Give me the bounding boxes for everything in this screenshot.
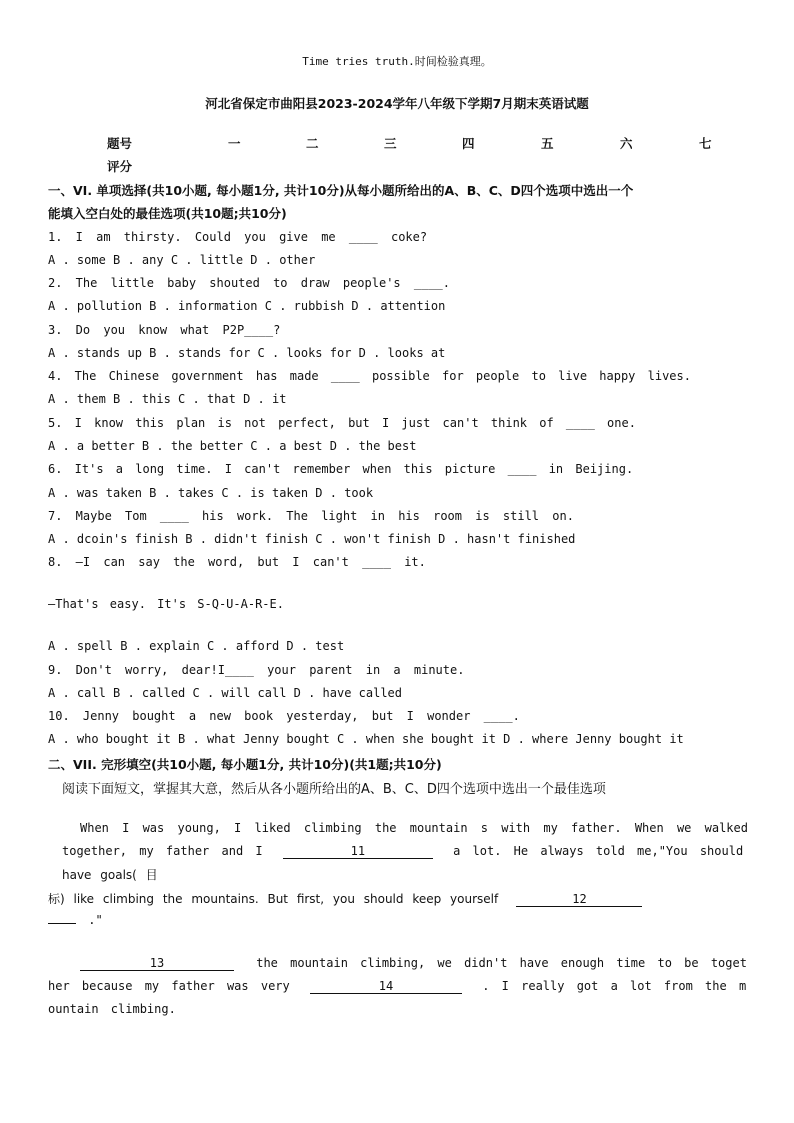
blank-14[interactable]: 14 — [310, 979, 462, 994]
passage-line-2 — [62, 844, 743, 859]
passage-line-5-end: ." — [88, 913, 103, 927]
question-9-options: A . call B . called C . will call D . have called — [48, 686, 403, 700]
blank-11[interactable]: 11 — [283, 844, 433, 859]
question-9-stem: 9. Don't worry, dear!I____ your parent in a minute. — [48, 663, 465, 677]
question-7-stem: 7. Maybe Tom ____ his work. The light in his room is still on. — [48, 509, 574, 523]
section1-heading-cont: 能填入空白处的最佳选项(共10题;共10分) — [48, 206, 287, 221]
blank-12-continuation — [48, 923, 76, 924]
question-8-options: A . spell B . explain C . afford D . test — [48, 639, 345, 653]
question-1-stem: 1. I am thirsty. Could you give me ____ coke? — [48, 230, 428, 244]
question-1-options: A . some B . any C . little D . other — [48, 253, 316, 267]
question-3-options: A . stands up B . stands for C . looks for D . looks at — [48, 346, 446, 360]
question-4-options: A . them B . this C . that D . it — [48, 392, 287, 406]
question-8-stem-response: —That's easy. It's S-Q-U-A-R-E. — [48, 597, 284, 611]
question-2-stem: 2. The little baby shouted to draw people's ____. — [48, 276, 451, 290]
section1-heading: 一、VI. 单项选择(共10小题, 每小题1分, 共计10分)从每小题所给出的A、B、C、D四个选项中选出一个 — [48, 183, 634, 198]
score-column-6: 六 — [620, 136, 633, 151]
passage-line-8: ountain climbing. — [48, 1002, 176, 1016]
document-title: 河北省保定市曲阳县2023-2024学年八年级下学期7月期末英语试题 — [205, 96, 589, 111]
question-4-stem: 4. The Chinese government has made ____ possible for people to live happy lives. — [48, 369, 691, 383]
section2-heading: 二、VII. 完形填空(共10小题, 每小题1分, 共计10分)(共1题;共10分) — [48, 757, 442, 772]
blank-13[interactable]: 13 — [80, 956, 234, 971]
score-column-2: 二 — [306, 136, 319, 151]
section2-instruction: 阅读下面短文，掌握其大意，然后从各小题所给出的A、B、C、D四个选项中选出一个最佳选项 — [62, 782, 606, 797]
question-10-stem: 10. Jenny bought a new book yesterday, but I wonder ____. — [48, 709, 520, 723]
question-5-stem: 5. I know this plan is not perfect, but I just can't think of ____ one. — [48, 416, 636, 430]
passage-line-7-start: her because my father was very — [48, 979, 290, 993]
score-column-4: 四 — [462, 136, 475, 151]
score-column-7: 七 — [699, 136, 712, 151]
passage-line-7-end: . I really got a lot from the m — [482, 979, 747, 993]
question-2-options: A . pollution B . information C . rubbish D . attention — [48, 299, 446, 313]
question-6-options: A . was taken B . takes C . is taken D . took — [48, 486, 374, 500]
question-8-stem: 8. —I can say the word, but I can't ____ it. — [48, 555, 426, 569]
passage-line-5 — [48, 913, 103, 927]
score-table-row-label: 题号 — [107, 136, 133, 151]
score-column-5: 五 — [541, 136, 554, 151]
passage-line-6-end: the mountain climbing, we didn't have enough time to be toget — [256, 956, 747, 970]
passage-line-3: have goals( 目 — [62, 868, 158, 882]
passage-line-6 — [80, 956, 747, 971]
passage-line-4-start: 标) like climbing the mountains. But first, you should keep yourself — [48, 892, 499, 906]
passage-line-7 — [48, 979, 746, 994]
question-10-options: A . who bought it B . what Jenny bought C . when she bought it D . where Jenny bought it — [48, 732, 684, 746]
passage-line-1: When I was young, I liked climbing the mountain s with my father. When we walked — [80, 821, 748, 835]
passage-line-2-end: a lot. He always told me,"You should — [453, 844, 744, 858]
question-7-options: A . dcoin's finish B . didn't finish C . won't finish D . hasn't finished — [48, 532, 576, 546]
question-5-options: A . a better B . the better C . a best D . the best — [48, 439, 417, 453]
passage-line-4 — [48, 890, 642, 907]
score-column-3: 三 — [384, 136, 397, 151]
score-table-score-label: 评分 — [107, 159, 133, 174]
header-note: Time tries truth.时间检验真理。 — [302, 55, 492, 68]
blank-12[interactable]: 12 — [516, 892, 642, 907]
score-column-1: 一 — [228, 136, 241, 151]
passage-line-2-start: together, my father and I — [62, 844, 263, 858]
question-6-stem: 6. It's a long time. I can't remember when this picture ____ in Beijing. — [48, 462, 634, 476]
question-3-stem: 3. Do you know what P2P____? — [48, 323, 281, 337]
